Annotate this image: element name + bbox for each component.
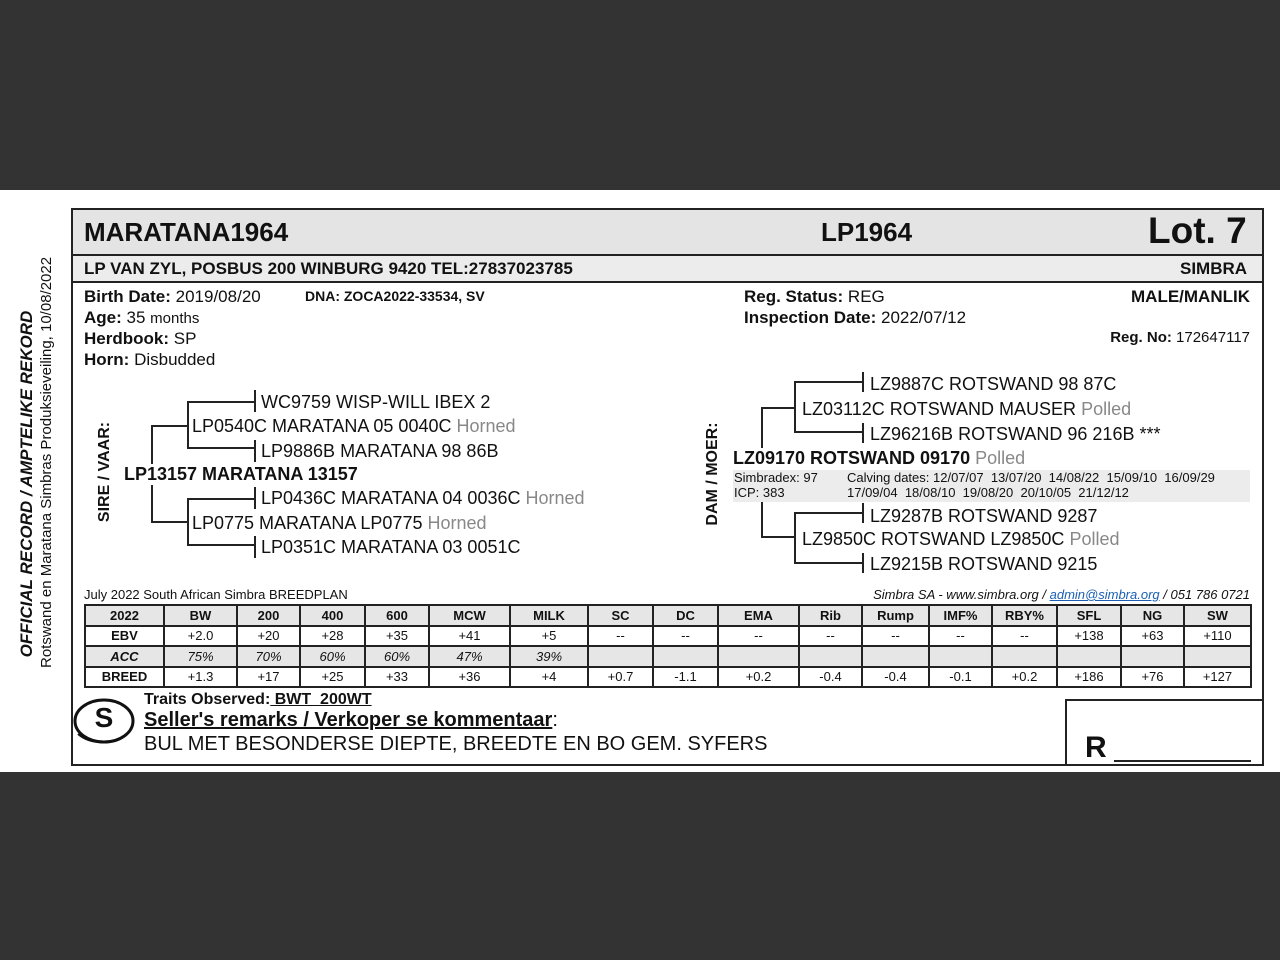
dam-sire-dam: LZ96216B ROTSWAND 96 216B *** — [870, 424, 1161, 444]
dam-sire-name: LZ03112C ROTSWAND MAUSER — [802, 399, 1077, 419]
header-row-cell: 400 — [300, 605, 365, 626]
breed-row-cell: -0.4 — [862, 667, 929, 688]
acc-row-cell: ACC — [85, 646, 164, 667]
dam-dam-dam: LZ9215B ROTSWAND 9215 — [870, 554, 1098, 574]
header-row-cell: DC — [653, 605, 718, 626]
ebv-table — [84, 604, 1252, 688]
age-label: Age: — [84, 308, 122, 327]
header-row-cell: NG — [1121, 605, 1184, 626]
dna-code: DNA: ZOCA2022-33534, SV — [305, 288, 485, 304]
traits-value: BWT 200WT — [270, 691, 372, 708]
ebv-row-cell: +138 — [1057, 626, 1121, 647]
calving-dates-1: Calving dates: 12/07/07 13/07/20 14/08/22 15/09/10 16/09/29 — [847, 470, 1215, 485]
breed-row-cell: -0.4 — [799, 667, 862, 688]
breedplan-label: July 2022 South African Simbra BREEDPLAN — [84, 587, 348, 602]
ebv-row-cell: -- — [992, 626, 1057, 647]
header-row-cell: 2022 — [85, 605, 164, 626]
ebv-row-cell: +110 — [1184, 626, 1251, 647]
reg-status — [744, 287, 885, 307]
dam-name-text: LZ09170 ROTSWAND 09170 — [733, 448, 971, 468]
dam-dam-sire: LZ9287B ROTSWAND 9287 — [870, 506, 1098, 526]
dam-sire-horn: Polled — [1081, 399, 1132, 419]
breed-row-cell: -1.1 — [653, 667, 718, 688]
reg-no-label: Reg. No: — [1110, 329, 1172, 346]
header-row-cell: Rib — [799, 605, 862, 626]
simbradex: Simbradex: 97 — [734, 470, 818, 485]
dam-name — [733, 448, 1025, 469]
acc-row-cell — [1184, 646, 1251, 667]
sex-label: MALE/MANLIK — [1131, 287, 1250, 306]
breedplan-contact — [873, 587, 1250, 602]
ebv-row-cell: -- — [588, 626, 653, 647]
ebv-row-cell: -- — [653, 626, 718, 647]
sire-label: SIRE / VAAR: — [96, 421, 113, 523]
ebv-row-cell: -- — [718, 626, 799, 647]
age-value: 35 — [126, 308, 146, 327]
acc-row-cell: 70% — [237, 646, 300, 667]
ebv-row-cell: +35 — [365, 626, 429, 647]
auction-label: Rotswand en Maratana Simbras Produksieveiling, 10/08/2022 — [38, 256, 55, 668]
icp: ICP: 383 — [734, 485, 785, 500]
price-prefix: R — [1085, 731, 1107, 764]
header-row-cell: 600 — [365, 605, 429, 626]
sire-dam-sire-name: LP0436C MARATANA 04 0036C — [261, 488, 521, 508]
animal-name: MARATANA1964 — [84, 217, 289, 247]
acc-row-cell — [929, 646, 992, 667]
header-row-cell: SC — [588, 605, 653, 626]
breedplan-site: Simbra SA - www.simbra.org / — [873, 587, 1050, 602]
acc-row-cell — [1121, 646, 1184, 667]
header-row-cell: SW — [1184, 605, 1251, 626]
ebv-row-cell: +5 — [510, 626, 588, 647]
header-row-cell: EMA — [718, 605, 799, 626]
remarks-colon: : — [552, 709, 558, 731]
birth-date — [84, 287, 261, 307]
table-row — [85, 667, 1251, 688]
inspection-value: 2022/07/12 — [880, 308, 967, 327]
breed-name: SIMBRA — [1180, 259, 1248, 278]
age-unit: months — [150, 310, 200, 327]
header-row-cell: MCW — [429, 605, 510, 626]
remarks-label: Seller's remarks / Verkoper se kommentaar — [144, 709, 553, 731]
breedplan-phone: / 051 786 0721 — [1159, 587, 1250, 602]
breed-row-cell: +4 — [510, 667, 588, 688]
remarks-text: BUL MET BESONDERSE DIEPTE, BREEDTE EN BO GEM. SYFERS — [144, 733, 768, 755]
inspection-date — [744, 308, 966, 328]
header-row-cell: MILK — [510, 605, 588, 626]
reg-status-value: REG — [847, 287, 885, 306]
reg-number — [1110, 329, 1250, 346]
acc-row-cell — [992, 646, 1057, 667]
ebv-row-cell: -- — [862, 626, 929, 647]
owner-contact: LP VAN ZYL, POSBUS 200 WINBURG 9420 TEL:27837023785 — [84, 259, 573, 278]
breed-row-cell: +33 — [365, 667, 429, 688]
ebv-row-cell: +63 — [1121, 626, 1184, 647]
sire-dam-sire-horn: Horned — [525, 488, 585, 508]
sire-dam-sire — [261, 488, 585, 509]
dam-horn: Polled — [975, 448, 1026, 468]
horn-label: Horn: — [84, 350, 130, 369]
traits-label: Traits Observed: — [144, 691, 271, 708]
breed-row-cell: +25 — [300, 667, 365, 688]
traits-observed — [144, 691, 372, 709]
header-row-cell: Rump — [862, 605, 929, 626]
herdbook-label: Herdbook: — [84, 329, 169, 348]
acc-row-cell: 60% — [365, 646, 429, 667]
official-record-label: OFFICIAL RECORD / AMPTELIKE REKORD — [17, 310, 36, 658]
dam-dam-name: LZ9850C ROTSWAND LZ9850C — [802, 529, 1065, 549]
breed-row-cell: +36 — [429, 667, 510, 688]
header-row-cell: IMF% — [929, 605, 992, 626]
animal-id: LP1964 — [821, 217, 913, 247]
acc-row-cell — [588, 646, 653, 667]
herdbook — [84, 329, 196, 349]
horn-status — [84, 350, 215, 370]
lot-number: Lot. 7 — [1148, 210, 1247, 251]
ebv-row-cell: +2.0 — [164, 626, 237, 647]
ebv-row-cell: EBV — [85, 626, 164, 647]
table-row — [85, 646, 1251, 667]
acc-row-cell: 60% — [300, 646, 365, 667]
seller-logo-letter: S — [94, 702, 114, 733]
breed-row-cell: +186 — [1057, 667, 1121, 688]
birth-date-label: Birth Date: — [84, 287, 171, 306]
sire-name: LP13157 MARATANA 13157 — [124, 464, 358, 484]
header-row-cell: SFL — [1057, 605, 1121, 626]
breed-row-cell: BREED — [85, 667, 164, 688]
breed-row-cell: +127 — [1184, 667, 1251, 688]
seller-logo — [72, 696, 136, 746]
acc-row-cell — [1057, 646, 1121, 667]
price-field[interactable] — [1114, 760, 1251, 762]
horn-value: Disbudded — [134, 350, 216, 369]
breed-row-cell: +1.3 — [164, 667, 237, 688]
ebv-row-cell: +20 — [237, 626, 300, 647]
header-row-cell: 200 — [237, 605, 300, 626]
breed-row-cell: +76 — [1121, 667, 1184, 688]
sire-dam-name: LP0775 MARATANA LP0775 — [192, 513, 423, 533]
dam-sire-sire: LZ9887C ROTSWAND 98 87C — [870, 374, 1117, 394]
acc-row-cell — [653, 646, 718, 667]
sire-sire-name: LP0540C MARATANA 05 0040C — [192, 416, 452, 436]
sire-sire-sire: WC9759 WISP-WILL IBEX 2 — [261, 392, 491, 412]
header-row-cell: RBY% — [992, 605, 1057, 626]
breed-row-cell: +0.7 — [588, 667, 653, 688]
table-row — [85, 605, 1251, 626]
dam-label: DAM / MOER: — [704, 422, 721, 526]
reg-no-value: 172647117 — [1176, 329, 1250, 346]
breed-row-cell: +17 — [237, 667, 300, 688]
breed-row-cell: -0.1 — [929, 667, 992, 688]
sire-sire-dam: LP9886B MARATANA 98 86B — [261, 441, 499, 461]
sire-dam-horn: Horned — [427, 513, 487, 533]
acc-row-cell — [718, 646, 799, 667]
sire-sire-horn: Horned — [456, 416, 516, 436]
ebv-row-cell: -- — [929, 626, 992, 647]
reg-status-label: Reg. Status: — [744, 287, 844, 306]
calving-dates-2: 17/09/04 18/08/10 19/08/20 20/10/05 21/12/12 — [847, 485, 1129, 500]
breed-row-cell: +0.2 — [992, 667, 1057, 688]
sire-dam — [192, 513, 487, 534]
ebv-row-cell: +41 — [429, 626, 510, 647]
acc-row-cell: 39% — [510, 646, 588, 667]
sire-sire — [192, 416, 516, 437]
sire-dam-dam: LP0351C MARATANA 03 0051C — [261, 537, 521, 557]
breed-row-cell: +0.2 — [718, 667, 799, 688]
ebv-row-cell: -- — [799, 626, 862, 647]
inspection-label: Inspection Date: — [744, 308, 877, 327]
acc-row-cell: 47% — [429, 646, 510, 667]
acc-row-cell: 75% — [164, 646, 237, 667]
acc-row-cell — [862, 646, 929, 667]
dam-sire — [802, 399, 1131, 420]
remarks-heading — [144, 709, 558, 732]
ebv-row-cell: +28 — [300, 626, 365, 647]
dam-dam — [802, 529, 1120, 550]
header-row-cell: BW — [164, 605, 237, 626]
birth-date-value: 2019/08/20 — [175, 287, 261, 306]
dam-dam-horn: Polled — [1069, 529, 1120, 549]
acc-row-cell — [799, 646, 862, 667]
table-row — [85, 626, 1251, 647]
age — [84, 308, 199, 328]
email-link[interactable]: admin@simbra.org — [1049, 587, 1160, 602]
herdbook-value: SP — [173, 329, 197, 348]
